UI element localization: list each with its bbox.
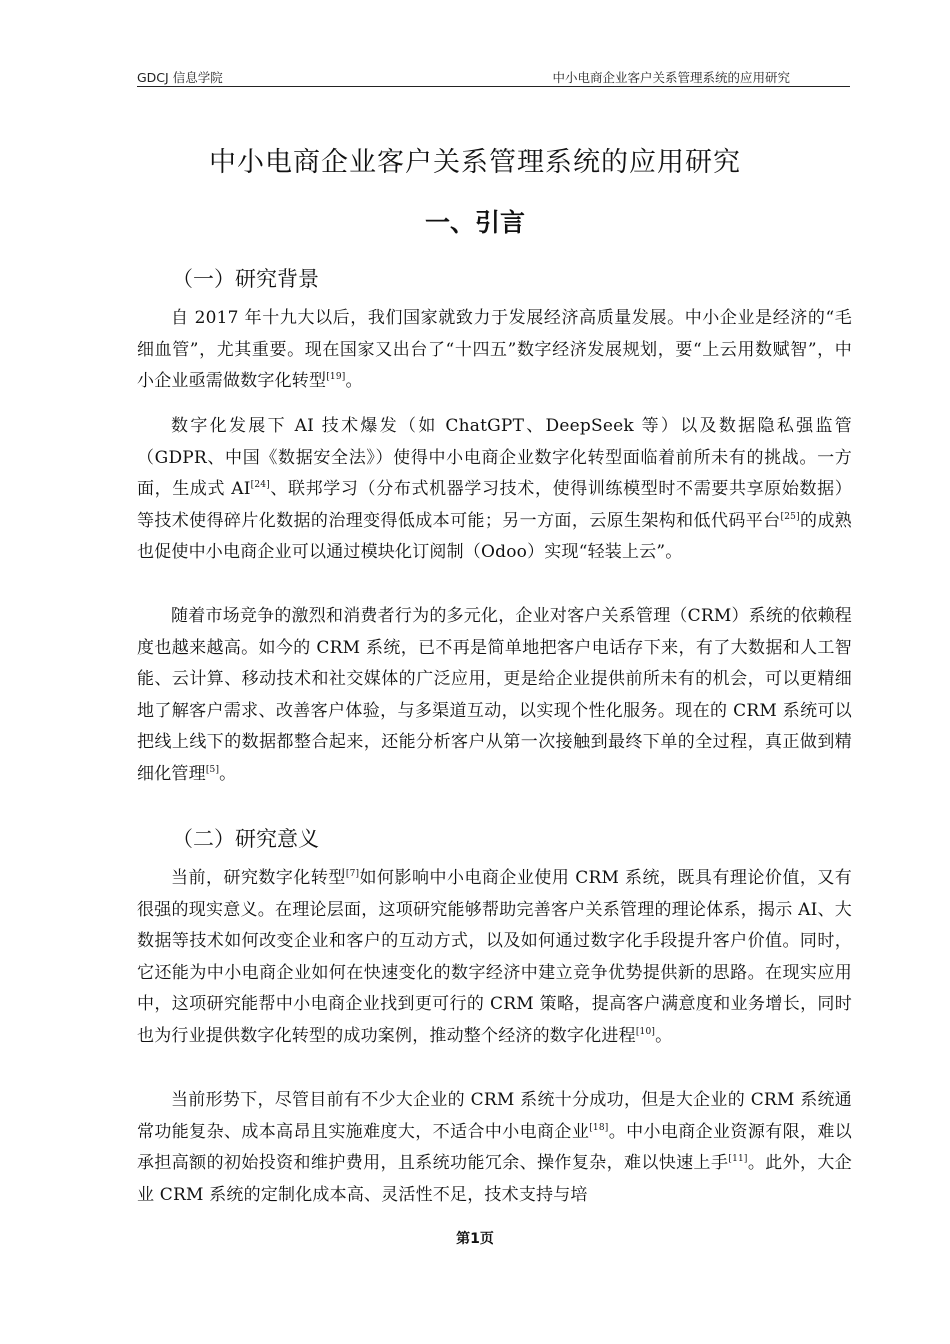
paragraph-text: 。 xyxy=(655,1025,673,1046)
paragraph-text: 的成熟也促使中小电商企业可以通过模块化订阅制（Odoo）实现“轻装上云”。 xyxy=(137,510,852,562)
citation: [7] xyxy=(345,869,360,879)
paragraph-text: 数字化发展下 AI 技术爆发（如 ChatGPT、DeepSeek 等）以及数据隐私强监管（GDPR、中国《数据安全法》）使得中小电商企业数字化转型面临着前所未有的挑战。一方面，生成式 AI xyxy=(137,416,852,499)
citation: [18] xyxy=(589,1122,609,1133)
paragraph-text: 如何影响中小电商企业使用 CRM 系统，既具有理论价值，又有很强的现实意义。在理论层面，这项研究能够帮助完善客户关系管理的理论体系，揭示 AI、大数据等技术如何改变企业和客户的互动方式，以及如何通过数字化手段提升客户价值。同时，它还能为中小电商企业如何在快速变化的数字经济中建立竞争优势提供新的思路。在现实应用中，这项研究能帮中小电商企业找到更可行的 CRM 策略，提高客户满意度和业务增长，同时也为行业提供数字化转型的成功案例，推动整个经济的数字化进程 xyxy=(137,868,852,1046)
paragraph-text: 、联邦学习（分布式机器学习技术，使得训练模型时不需要共享原始数据）等技术使得碎片化数据的治理变得低成本可能；另一方面，云原生架构和低代码平台 xyxy=(137,479,852,531)
paragraph-background-3 xyxy=(137,601,852,790)
header-running-title: 中小电商企业客户关系管理系统的应用研究 xyxy=(552,70,790,85)
paragraph-text: 。中小电商企业资源有限，难以承担高额的初始投资和维护费用，且系统功能冗余、操作复杂，难以快速上手 xyxy=(137,1121,852,1173)
paragraph-text: 。 xyxy=(345,371,363,391)
paper-title: 中小电商企业客户关系管理系统的应用研究 xyxy=(209,147,741,178)
citation: [24] xyxy=(250,480,270,490)
subsection-heading-significance: （二）研究意义 xyxy=(172,827,319,851)
page-number: 第1页 xyxy=(456,1231,494,1247)
paragraph-text: 。 xyxy=(219,763,237,784)
citation: [25] xyxy=(780,511,800,522)
paragraph-text: 当前，研究数字化转型 xyxy=(171,868,346,888)
paragraph-background-2 xyxy=(137,411,852,569)
citation: [10] xyxy=(635,1026,656,1037)
paragraph-significance-1 xyxy=(137,863,852,1052)
paragraph-background-1 xyxy=(137,303,852,398)
paragraph-text: 当前形势下，尽管目前有不少大企业的 CRM 系统十分成功，但是大企业的 CRM 系统通常功能复杂、成本高昂且实施难度大，不适合中小电商企业 xyxy=(137,1090,852,1142)
citation: [19] xyxy=(326,372,346,382)
paragraph-text: 。此外，大企业 CRM 系统的定制化成本高、灵活性不足，技术支持与培 xyxy=(137,1153,852,1205)
citation: [11] xyxy=(728,1154,748,1164)
subsection-heading-background: （一）研究背景 xyxy=(172,267,319,291)
citation: [5] xyxy=(205,764,220,775)
paragraph-significance-2 xyxy=(137,1085,852,1211)
header-institution: GDCJ 信息学院 xyxy=(137,70,223,85)
page-header xyxy=(137,64,850,87)
paragraph-text: 自 2017 年十九大以后，我们国家就致力于发展经济高质量发展。中小企业是经济的“毛细血管”，尤其重要。现在国家又出台了“十四五”数字经济发展规划，要“上云用数赋智”，中小企业亟需做数字化转型 xyxy=(137,308,852,391)
paragraph-text: 随着市场竞争的激烈和消费者行为的多元化，企业对客户关系管理（CRM）系统的依赖程度也越来越高。如今的 CRM 系统，已不再是简单地把客户电话存下来，有了大数据和人工智能、云计算、移动技术和社交媒体的广泛应用，更是给企业提供前所未有的机会，可以更精细地了解客户需求、改善客户体验，与多渠道互动，以实现个性化服务。现在的 CRM 系统可以把线上线下的数据都整合起来，还能分析客户从第一次接触到最终下单的全过程，真正做到精细化管理 xyxy=(137,606,852,784)
section-heading-introduction: 一、引言 xyxy=(424,208,525,237)
